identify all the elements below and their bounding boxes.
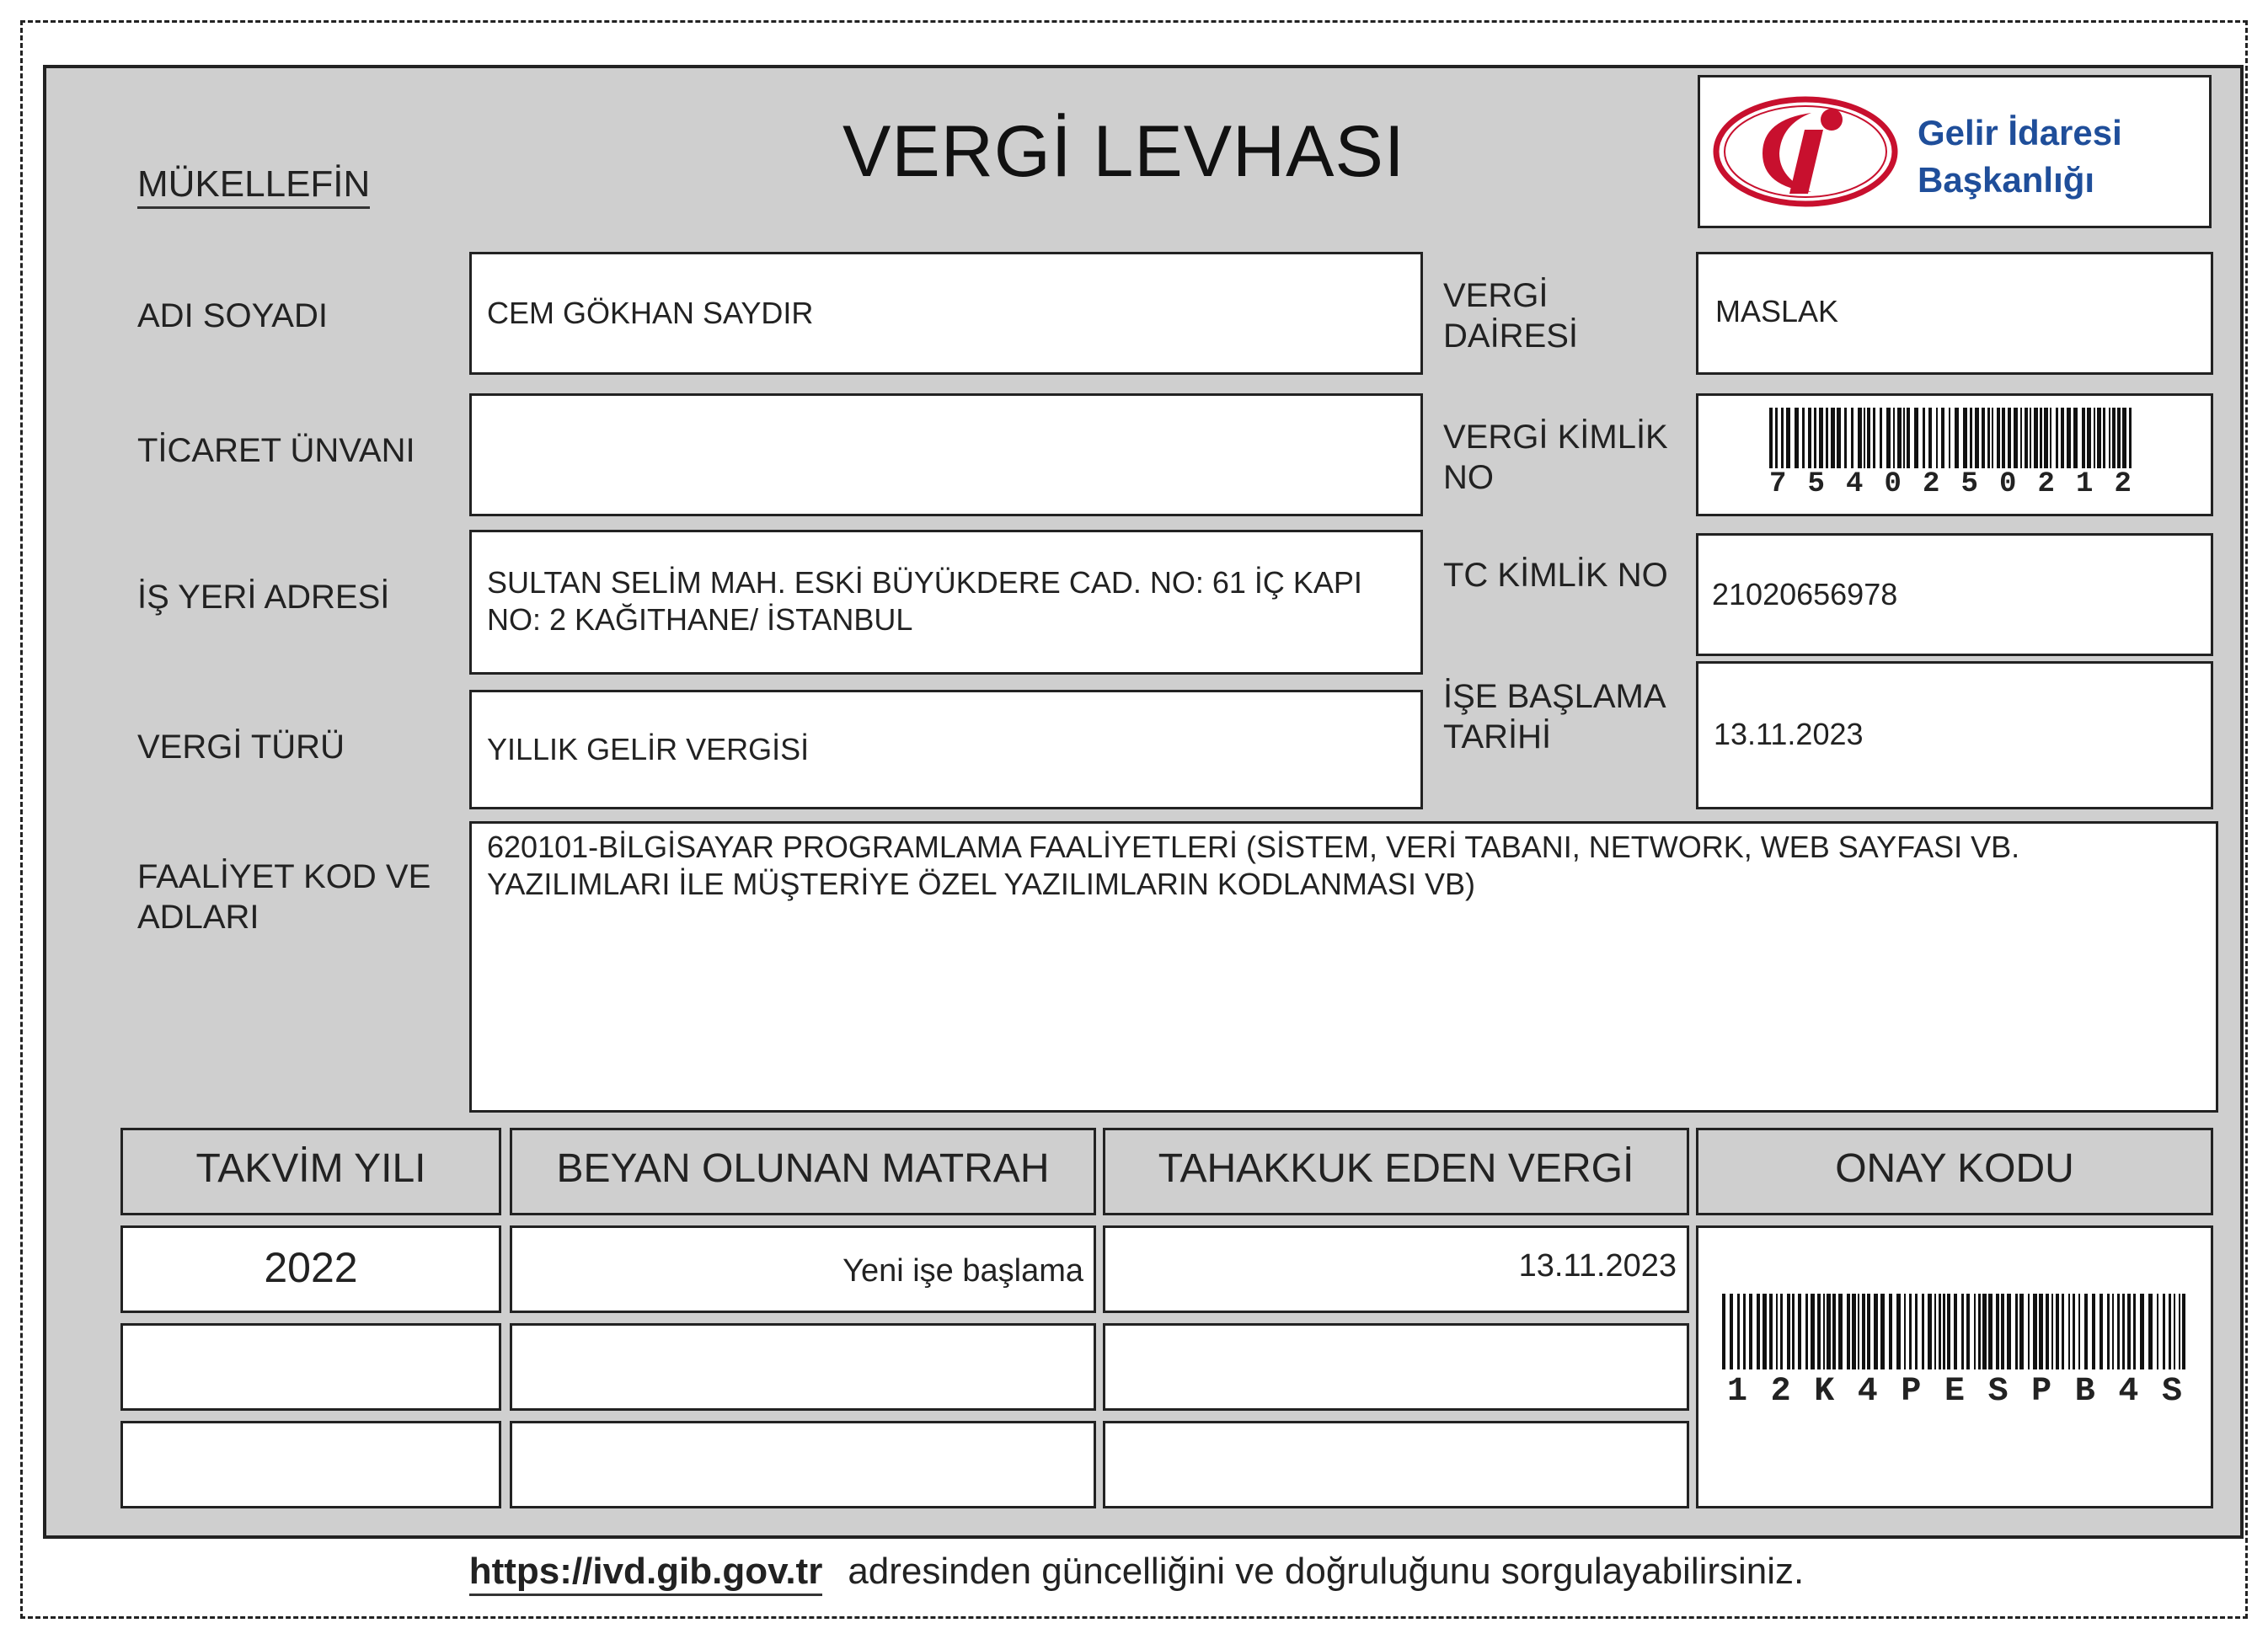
vergi-kimlik-digits [1769,468,2132,500]
barcode-bar [1914,408,1918,468]
table-row-3-year [120,1421,501,1508]
barcode-bar [1775,408,1778,468]
barcode-bar [1904,1294,1906,1369]
label-vergi-kimlik-no: VERGİ KİMLİK NO [1443,419,1668,496]
value-adi-soyadi: CEM GÖKHAN SAYDIR [487,296,814,330]
mukellef-heading: MÜKELLEFİN [137,164,370,209]
barcode-digit: 4 [1846,468,1864,500]
field-adi-soyadi [469,252,1423,375]
barcode-bar [2107,1294,2110,1369]
barcode-bar [1867,408,1870,468]
barcode-bar [1896,1294,1901,1369]
barcode-bar [2174,1294,2175,1369]
barcode-bar [2122,1294,2125,1369]
barcode-bar [2040,408,2042,468]
value-vergi-dairesi: MASLAK [1715,294,1839,328]
barcode-bar [1978,1294,1981,1369]
barcode-bar [1805,1294,1808,1369]
barcode-bar [1955,408,1959,468]
barcode-bar [2082,408,2085,468]
label-ticaret-unvani: TİCARET ÜNVANI [137,432,415,469]
barcode-digit: 2 [2114,468,2132,500]
barcode-digit: 1 [2076,468,2094,500]
barcode-bar [2056,1294,2059,1369]
table-row-1-year [120,1225,501,1313]
barcode-bar [2117,408,2121,468]
barcode-bar [1893,408,1895,468]
logo-text-line1: Gelir İdaresi [1918,113,2122,152]
barcode-bar [2030,408,2031,468]
barcode-bar [1996,1294,1999,1369]
barcode-bar [2109,408,2110,468]
barcode-bar [1769,1294,1773,1369]
barcode-bar [1858,1294,1859,1369]
barcode-digit: 5 [1960,468,1978,500]
barcode-bar [1880,1294,1885,1369]
onay-kodu-digits [1727,1373,2182,1411]
field-vergi-turu [469,690,1423,809]
table-row-2-vergi [1103,1323,1689,1411]
barcode-bar [2046,1294,2049,1369]
barcode-bar [1936,408,1938,468]
barcode-digit: 0 [1884,468,1902,500]
barcode-bar [2007,1294,2011,1369]
barcode-bar [2122,408,2126,468]
barcode-bar [1827,1294,1831,1369]
barcode-bar [1749,1294,1752,1369]
barcode-bar [2050,408,2051,468]
barcode-digit: P [2031,1373,2052,1411]
value-takvim-yili: 2022 [264,1244,358,1291]
barcode-bar [1769,408,1773,468]
barcode-bar [1975,408,1979,468]
barcode-bar [1852,1294,1856,1369]
barcode-bar [1743,1294,1746,1369]
onay-kodu-barcode [1722,1294,2187,1369]
barcode-bar [2100,1294,2103,1369]
barcode-digit: 5 [1807,468,1825,500]
table-row-2-matrah [510,1323,1096,1411]
barcode-bar [1781,408,1784,468]
barcode-bar [1737,1294,1740,1369]
header-onay-kodu: ONAY KODU [1696,1128,2213,1215]
barcode-bar [1874,1294,1878,1369]
barcode-bar [2039,1294,2043,1369]
barcode-bar [2020,408,2022,468]
logo-text-line2: Başkanlığı [1918,160,2095,200]
barcode-digit: 4 [2118,1373,2139,1411]
barcode-bar [1851,408,1853,468]
barcode-bar [1802,408,1805,468]
barcode-bar [1722,1294,1725,1369]
barcode-bar [1987,408,1990,468]
barcode-bar [1934,1294,1936,1369]
label-tc-kimlik-no: TC KİMLİK NO [1443,557,1668,594]
barcode-bar [1970,408,1972,468]
barcode-digit: 2 [2037,468,2055,500]
barcode-bar [1847,1294,1850,1369]
barcode-bar [1922,1294,1924,1369]
barcode-bar [2067,408,2071,468]
barcode-bar [2092,1294,2095,1369]
barcode-bar [2056,408,2058,468]
table-row-3-matrah [510,1421,1096,1508]
barcode-bar [1880,408,1882,468]
value-tc-kimlik-no: 21020656978 [1712,577,1898,611]
barcode-bar [2163,1294,2165,1369]
barcode-bar [1982,1294,1987,1369]
barcode-digit: P [1901,1373,1922,1411]
table-row-1-matrah [510,1225,1096,1313]
barcode-bar [1907,408,1910,468]
gib-logo-icon [1712,94,1899,209]
barcode-bar [1867,1294,1870,1369]
label-faaliyet: FAALİYET KOD VE ADLARI [137,858,431,936]
barcode-digit: 1 [1727,1373,1748,1411]
field-ise-baslama [1696,661,2213,809]
barcode-bar [1992,408,1993,468]
label-is-yeri-adresi: İŞ YERİ ADRESİ [137,579,390,616]
barcode-bar [2051,1294,2053,1369]
barcode-bar [1961,1294,1964,1369]
barcode-bar [1941,408,1944,468]
barcode-digit: 2 [1923,468,1940,500]
label-vergi-dairesi: VERGİ DAİRESİ [1443,277,1579,355]
field-faaliyet [469,821,2218,1113]
table-row-2-year [120,1323,501,1411]
barcode-bar [1873,408,1875,468]
barcode-bar [1963,408,1967,468]
barcode-bar [1808,408,1811,468]
field-vergi-dairesi [1696,252,2213,375]
barcode-digit: 0 [1999,468,2017,500]
barcode-bar [1897,408,1902,468]
barcode-digit: E [1944,1373,1965,1411]
barcode-bar [2015,1294,2018,1369]
barcode-bar [1903,408,1905,468]
barcode-digit: B [2074,1373,2095,1411]
document-border [20,20,2248,1619]
barcode-bar [1780,1294,1783,1369]
barcode-bar [1795,408,1799,468]
barcode-bar [1982,408,1985,468]
barcode-digit: 2 [1770,1373,1791,1411]
footer-text: adresinden güncelliğini ve doğruluğunu sorgulayabilirsiniz. [848,1551,1805,1592]
field-ticaret-unvani [469,393,1423,516]
barcode-bar [2169,1294,2171,1369]
barcode-bar [2061,408,2064,468]
barcode-bar [2019,1294,2024,1369]
barcode-bar [1862,1294,1865,1369]
barcode-bar [1730,1294,1733,1369]
value-faaliyet: 620101-BİLGİSAYAR PROGRAMLAMA FAALİYETLERİ (SİSTEM, VERİ TABANI, NETWORK, WEB SAYFASI VB. YAZILIMLARI İLE MÜŞTERİYE ÖZEL YAZILIMLARIN KODLANMASI VB) [487,830,2020,901]
verification-link[interactable]: https://ivd.gib.gov.tr [469,1551,823,1596]
barcode-bar [1814,408,1816,468]
header-takvim-yili: TAKVİM YILI [120,1128,501,1215]
table-row-1-vergi [1103,1225,1689,1313]
barcode-bar [1939,1294,1941,1369]
field-tc-kimlik-no [1696,533,2213,656]
barcode-bar [1923,408,1925,468]
table-row-3-vergi [1103,1421,1689,1508]
barcode-bar [2078,1294,2080,1369]
onay-kodu-cell [1696,1225,2213,1508]
barcode-bar [1811,1294,1815,1369]
value-beyan-matrah: Yeni işe başlama [842,1253,1083,1289]
barcode-bar [2001,1294,2004,1369]
barcode-bar [1819,408,1823,468]
barcode-bar [1832,1294,1836,1369]
barcode-bar [1776,1294,1778,1369]
field-is-yeri-adresi [469,530,1423,675]
barcode-bar [1817,1294,1821,1369]
barcode-bar [1831,408,1835,468]
label-adi-soyadi: ADI SOYADI [137,297,328,334]
barcode-digit: S [1987,1373,2009,1411]
barcode-bar [2148,1294,2153,1369]
barcode-bar [2028,1294,2030,1369]
barcode-bar [2133,1294,2136,1369]
barcode-bar [1787,1294,1790,1369]
barcode-bar [1943,1294,1945,1369]
barcode-digit: S [2161,1373,2182,1411]
header-tahakkuk-eden-vergi: TAHAKKUK EDEN VERGİ [1103,1128,1689,1215]
barcode-bar [2112,408,2116,468]
barcode-bar [1928,408,1932,468]
value-tahakkuk-vergi: 13.11.2023 [1518,1248,1677,1284]
barcode-bar [1826,408,1828,468]
barcode-bar [1858,408,1862,468]
tax-plate-panel [43,65,2244,1539]
barcode-bar [2008,408,2011,468]
barcode-bar [2044,408,2048,468]
barcode-bar [2103,408,2105,468]
value-ise-baslama: 13.11.2023 [1714,717,1864,751]
barcode-bar [1928,1294,1932,1369]
barcode-bar [2117,1294,2120,1369]
barcode-bar [1798,1294,1801,1369]
barcode-bar [1997,408,2000,468]
barcode-bar [2127,1294,2131,1369]
page-title: VERGİ LEVHASI [842,111,1405,192]
barcode-bar [1844,408,1847,468]
barcode-bar [1792,1294,1795,1369]
barcode-bar [2033,1294,2037,1369]
barcode-bar [2129,408,2132,468]
barcode-bar [2062,1294,2064,1369]
barcode-digit: K [1814,1373,1835,1411]
barcode-bar [1864,408,1865,468]
barcode-bar [2073,1294,2075,1369]
barcode-bar [2140,1294,2144,1369]
barcode-bar [1837,408,1841,468]
barcode-digit: 4 [1857,1373,1878,1411]
field-vergi-kimlik-no [1696,393,2213,516]
value-is-yeri-adresi: SULTAN SELİM MAH. ESKİ BÜYÜKDERE CAD. NO: 61 İÇ KAPI NO: 2 KAĞITHANE/ İSTANBUL [487,565,1362,637]
barcode-bar [2087,408,2091,468]
barcode-bar [2179,1294,2180,1369]
barcode-bar [1909,1294,1912,1369]
barcode-bar [1966,1294,1970,1369]
barcode-bar [1949,408,1950,468]
barcode-digit: 7 [1769,468,1787,500]
barcode-bar [2097,408,2101,468]
barcode-bar [2002,408,2005,468]
barcode-bar [1823,1294,1825,1369]
header-beyan-olunan-matrah: BEYAN OLUNAN MATRAH [510,1128,1096,1215]
barcode-bar [2157,1294,2158,1369]
barcode-bar [1988,1294,1993,1369]
barcode-bar [1757,1294,1760,1369]
label-vergi-turu: VERGİ TÜRÜ [137,729,345,766]
barcode-bar [2073,408,2078,468]
vergi-kimlik-barcode [1769,408,2132,468]
barcode-bar [2014,408,2018,468]
footer [23,1551,2250,1593]
barcode-bar [1954,1294,1957,1369]
barcode-bar [2034,408,2038,468]
barcode-bar [1786,408,1790,468]
label-ise-baslama: İŞE BAŞLAMA TARİHİ [1443,678,1665,755]
barcode-bar [1763,1294,1767,1369]
value-vergi-turu: YILLIK GELİR VERGİSİ [487,732,810,766]
barcode-bar [2112,1294,2114,1369]
barcode-bar [1886,408,1891,468]
barcode-bar [1915,1294,1918,1369]
barcode-bar [1838,1294,1843,1369]
barcode-bar [1947,1294,1950,1369]
gib-logo [1698,75,2212,228]
barcode-bar [2094,408,2095,468]
barcode-bar [1974,1294,1976,1369]
barcode-bar [2182,1294,2185,1369]
barcode-bar [2025,408,2028,468]
barcode-bar [2084,1294,2088,1369]
barcode-bar [1889,1294,1892,1369]
barcode-bar [2068,1294,2070,1369]
